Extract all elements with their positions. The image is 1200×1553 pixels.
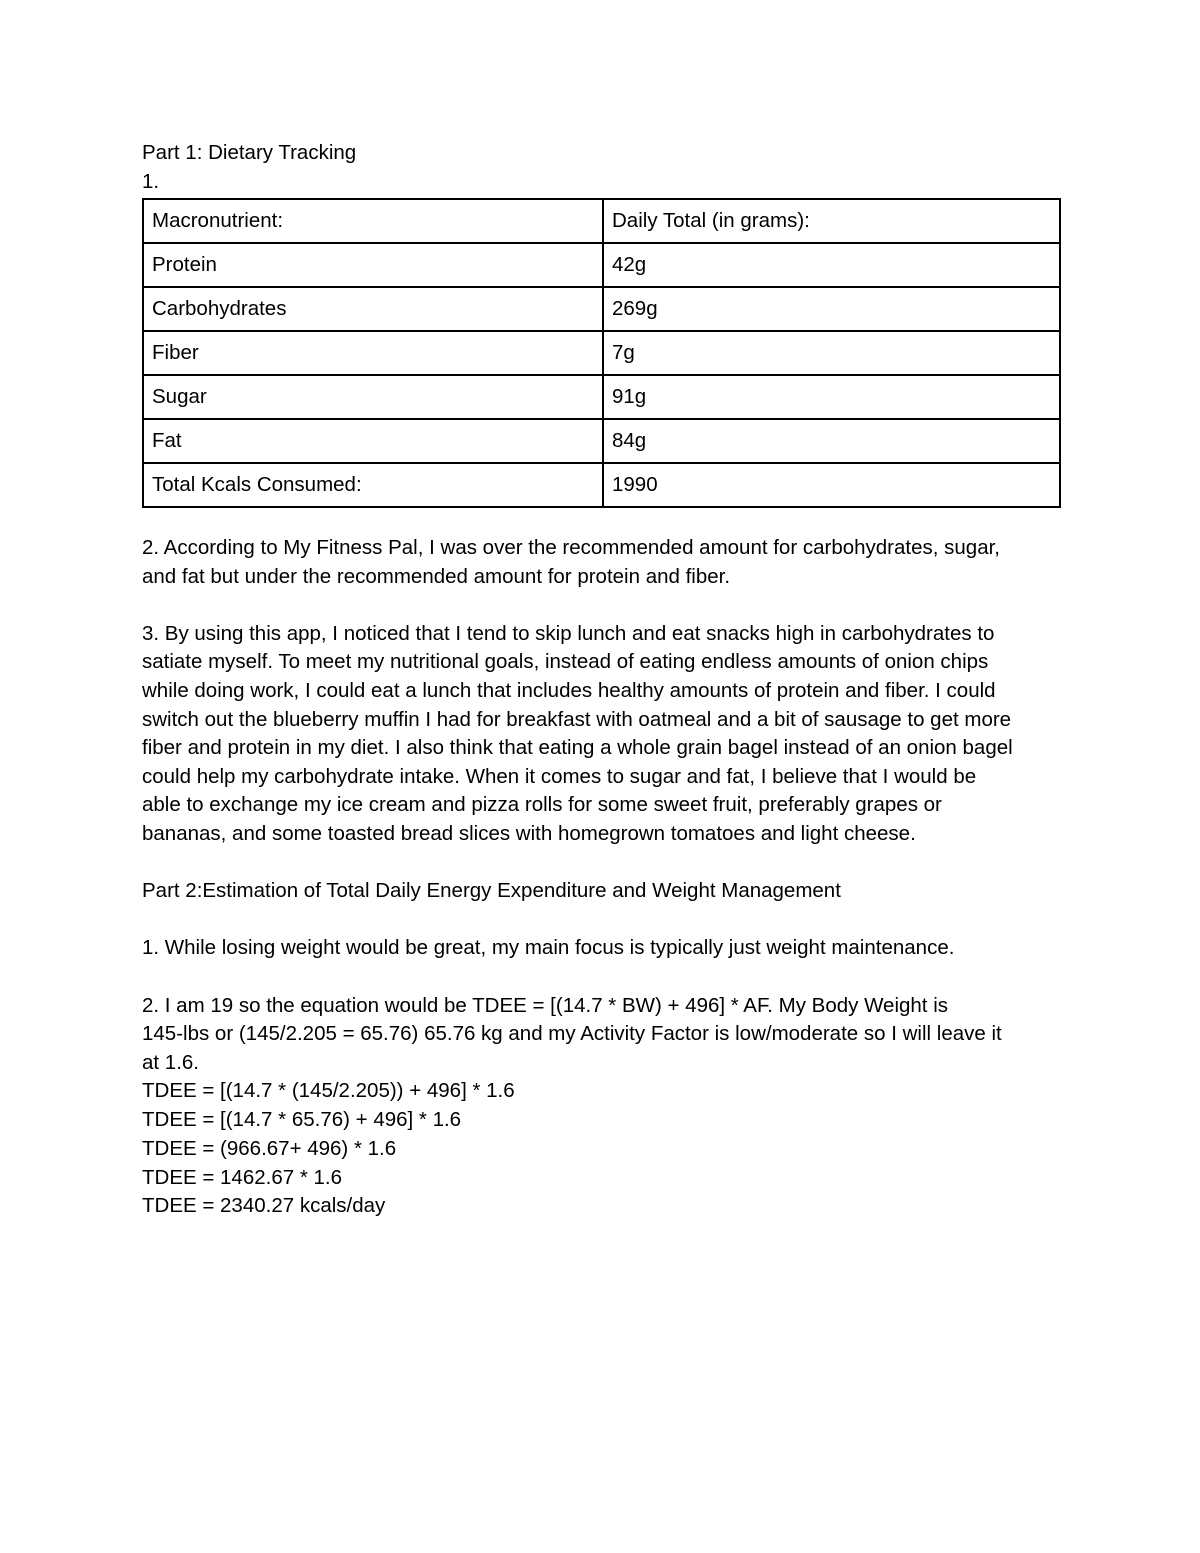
part2-heading-block: [142, 877, 1062, 906]
table-cell-nutrient: Carbohydrates: [143, 287, 603, 331]
part2-item1-block: [142, 934, 1062, 963]
part1-item1-label: 1.: [142, 170, 160, 193]
table-cell-amount: 7g: [603, 331, 1060, 375]
table-cell-nutrient: Fiber: [143, 331, 603, 375]
table-header-daily-total: Daily Total (in grams):: [603, 199, 1060, 243]
paragraph-line: 2. According to My Fitness Pal, I was over the recommended amount for carbohydrates, sugar,: [142, 536, 1000, 559]
tdee-equations: [142, 1077, 1062, 1221]
paragraph-line: fiber and protein in my diet. I also think that eating a whole grain bagel instead of an onion bagel: [142, 736, 1013, 760]
table-cell-nutrient: Total Kcals Consumed:: [143, 463, 603, 507]
table-row: [143, 243, 1060, 287]
table-row: [143, 287, 1060, 331]
part1-item3-paragraph: [142, 620, 1062, 849]
table-row: [143, 375, 1060, 419]
equation-line: TDEE = (966.67+ 496) * 1.6: [142, 1136, 397, 1160]
paragraph-line: satiate myself. To meet my nutritional goals, instead of eating endless amounts of onion chips: [142, 650, 989, 674]
part1-item2-paragraph: [142, 534, 1062, 591]
paragraph-line: 145-lbs or (145/2.205 = 65.76) 65.76 kg and my Activity Factor is low/moderate so I will leave it: [142, 1022, 1002, 1046]
table-row: [143, 463, 1060, 507]
table-cell-amount: 42g: [603, 243, 1060, 287]
part2-item1: 1. While losing weight would be great, my main focus is typically just weight maintenance.: [142, 936, 955, 960]
table-cell-amount: 91g: [603, 375, 1060, 419]
table-cell-amount: 1990: [603, 463, 1060, 507]
equation-line: TDEE = 1462.67 * 1.6: [142, 1165, 343, 1189]
table-cell-nutrient: Fat: [143, 419, 603, 463]
part1-heading: Part 1: Dietary Tracking: [142, 141, 357, 164]
part2-heading: Part 2:Estimation of Total Daily Energy Expenditure and Weight Management: [142, 879, 841, 903]
table-header-macronutrient: Macronutrient:: [143, 199, 603, 243]
paragraph-line: able to exchange my ice cream and pizza rolls for some sweet fruit, preferably grapes or: [142, 793, 942, 817]
table-cell-nutrient: Sugar: [143, 375, 603, 419]
document-page: [142, 138, 1062, 1221]
paragraph-line: 2. I am 19 so the equation would be TDEE = [(14.7 * BW) + 496] * AF. My Body Weight is: [142, 993, 948, 1017]
paragraph-line: could help my carbohydrate intake. When it comes to sugar and fat, I believe that I would be: [142, 764, 977, 788]
paragraph-line: while doing work, I could eat a lunch that includes healthy amounts of protein and fiber. I could: [142, 678, 996, 702]
paragraph-line: and fat but under the recommended amount for protein and fiber.: [142, 564, 731, 588]
paragraph-line: bananas, and some toasted bread slices with homegrown tomatoes and light cheese.: [142, 821, 916, 845]
equation-line: TDEE = 2340.27 kcals/day: [142, 1194, 386, 1218]
paragraph-line: switch out the blueberry muffin I had for breakfast with oatmeal and a bit of sausage to get more: [142, 707, 1012, 731]
table-cell-amount: 269g: [603, 287, 1060, 331]
paragraph-line: at 1.6.: [142, 1050, 199, 1074]
table-header-row: [143, 199, 1060, 243]
paragraph-line: 3. By using this app, I noticed that I tend to skip lunch and eat snacks high in carbohydrates to: [142, 621, 995, 645]
equation-line: TDEE = [(14.7 * (145/2.205)) + 496] * 1.6: [142, 1079, 515, 1103]
equation-line: TDEE = [(14.7 * 65.76) + 496] * 1.6: [142, 1108, 462, 1132]
table-cell-amount: 84g: [603, 419, 1060, 463]
macronutrient-table: [142, 198, 1061, 508]
part2-item2-paragraph: [142, 992, 1062, 1078]
table-row: [143, 331, 1060, 375]
table-cell-nutrient: Protein: [143, 243, 603, 287]
table-row: [143, 419, 1060, 463]
